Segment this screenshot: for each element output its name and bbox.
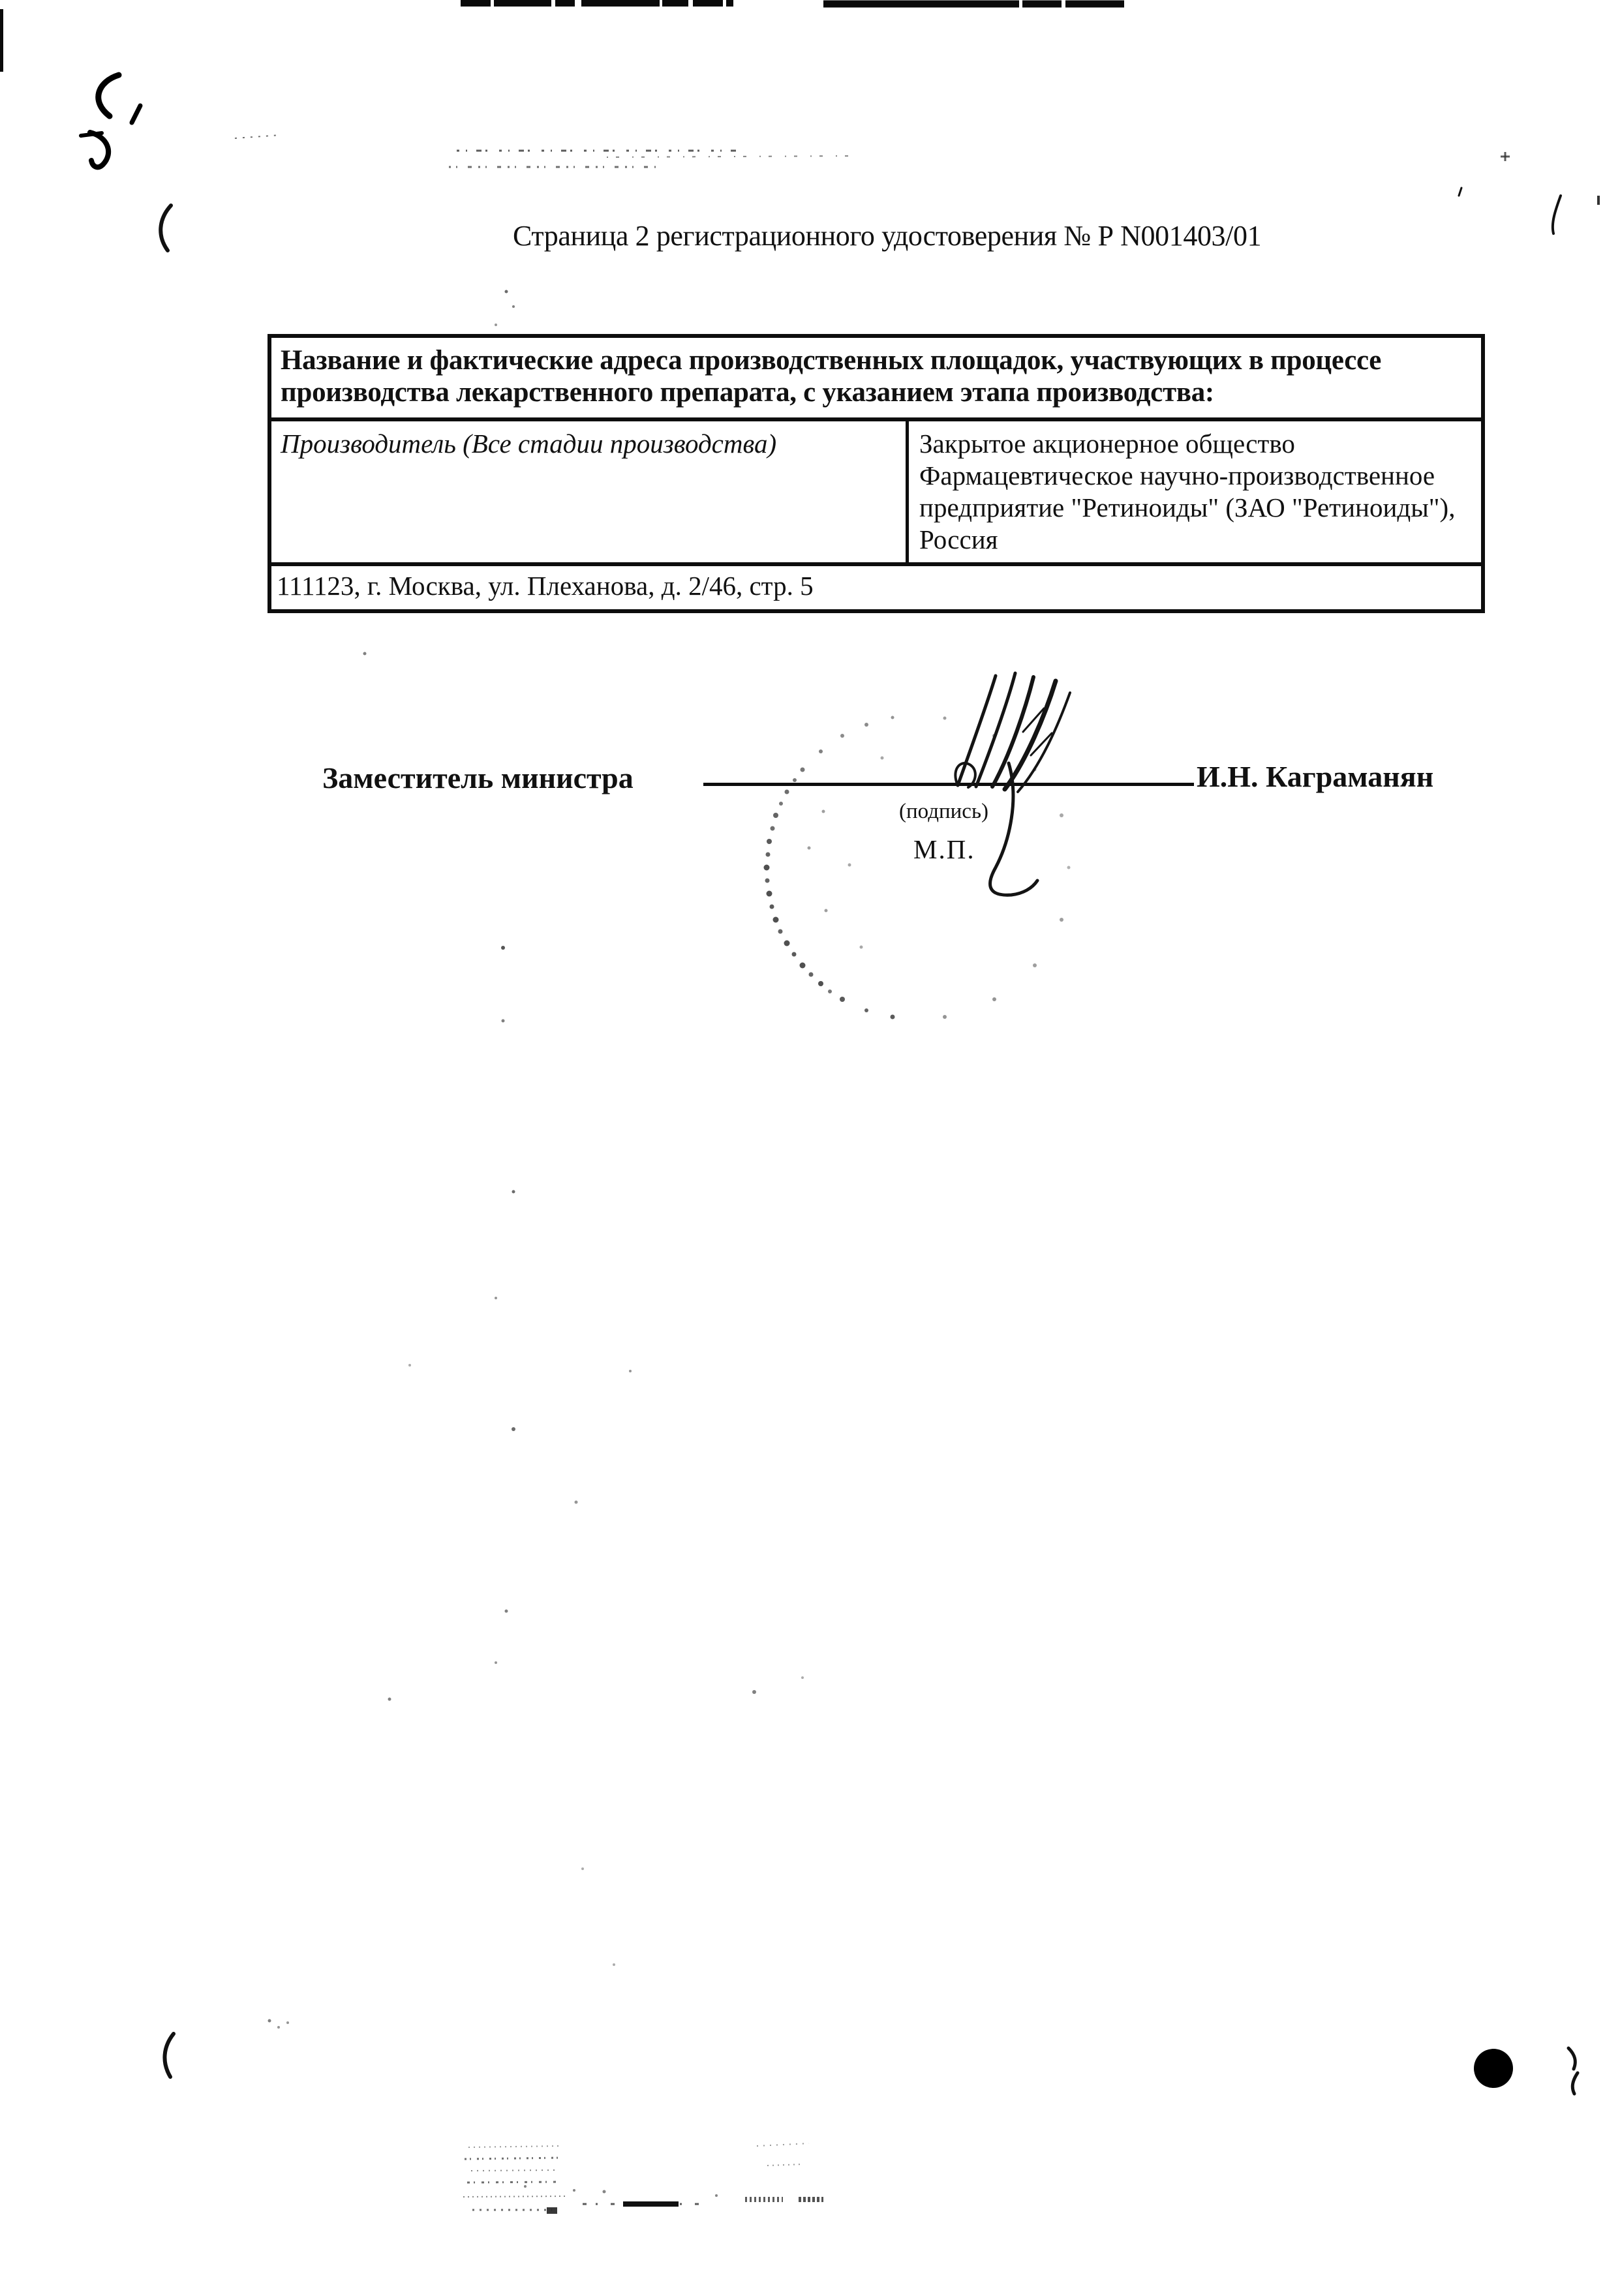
signature-line: [703, 783, 1194, 786]
address-row: 111123, г. Москва, ул. Плеханова, д. 2/46, стр. 5: [277, 571, 814, 601]
table-header-line2: производства лекарственного препарата, с указанием этапа производства:: [281, 377, 1214, 408]
scan-noise-top: [235, 135, 1510, 167]
page-title: Страница 2 регистрационного удостоверения № Р N001403/01: [513, 220, 1262, 252]
signature-caption: (подпись): [899, 800, 988, 823]
producer-value-line4: Россия: [919, 524, 998, 554]
signer-position-label: Заместитель министра: [322, 761, 634, 794]
producer-value-line2: Фармацевтическое научно-производственное: [919, 461, 1435, 491]
pen-mark-icon: [81, 75, 140, 167]
scan-noise-bottom: [463, 2143, 823, 2214]
seal-place-mark: М.П.: [913, 834, 975, 864]
stamp-outline: [764, 716, 1071, 1020]
producer-value-cell: [906, 421, 1481, 562]
scan-bar-top: [461, 3, 1135, 4]
production-sites-table: [268, 334, 1485, 613]
punch-hole-dot: [1474, 2049, 1513, 2088]
producer-value-line1: Закрытое акционерное общество: [919, 429, 1295, 459]
table-header-line1: Название и фактические адреса производственных площадок, участвующих в процессе: [281, 345, 1382, 376]
producer-value-line3: предприятие "Ретиноиды" (ЗАО "Ретиноиды"),: [919, 492, 1456, 522]
producer-row: [271, 421, 1481, 566]
scan-edge-line: [0, 9, 3, 72]
producer-label-cell: Производитель (Все стадии производства): [281, 429, 777, 459]
scan-edge-tick-right: [1597, 196, 1600, 205]
table-header-cell: [271, 338, 1481, 421]
signer-name: И.Н. Каграманян: [1197, 760, 1434, 793]
